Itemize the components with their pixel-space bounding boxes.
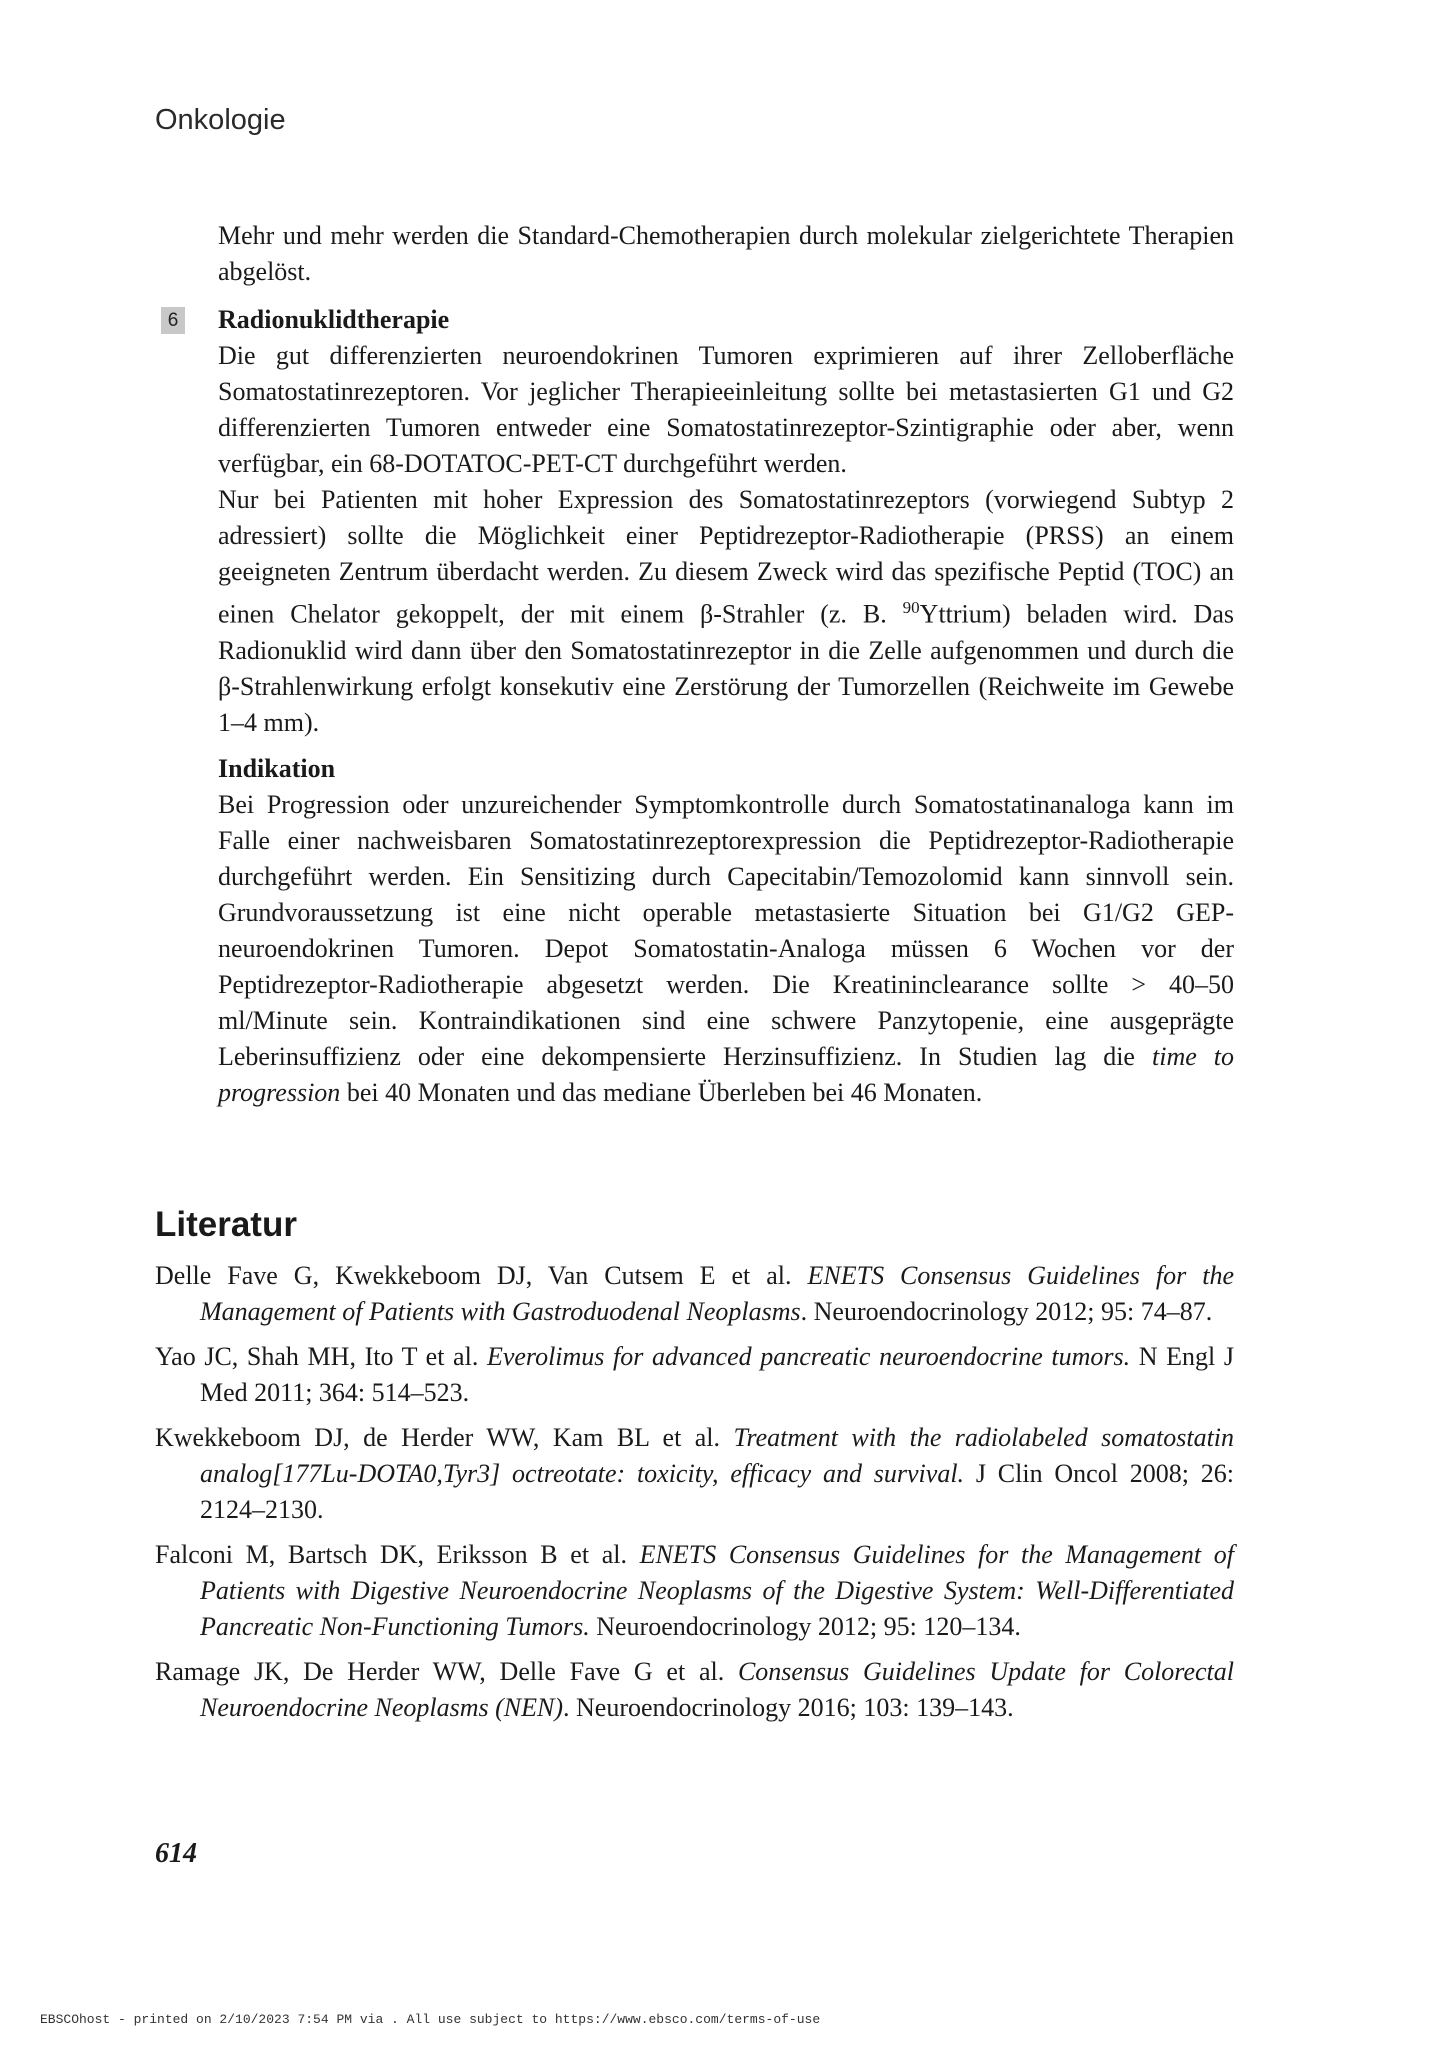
reference-authors: Kwekkeboom DJ, de Herder WW, Kam BL et al. <box>155 1423 734 1452</box>
reference-authors: Yao JC, Shah MH, Ito T et al. <box>155 1342 487 1371</box>
reference-item <box>155 1537 1234 1645</box>
reference-item <box>155 1654 1234 1726</box>
reference-title: Treatment with the radiolabeled somatostatin analog[177Lu-DOTA0,Tyr3] octreotate: toxicity, efficacy and survival. <box>200 1423 1235 1488</box>
reference-source: . Neuroendocrinology 2012; 95: 74–87. <box>800 1297 1213 1326</box>
reference-source: Neuroendocrinology 2012; 95: 120–134. <box>589 1612 1021 1641</box>
print-footer: EBSCOhost - printed on 2/10/2023 7:54 PM via . All use subject to https://www.ebsco.com/terms-of-use <box>40 2012 821 2027</box>
reference-item <box>155 1420 1234 1528</box>
reference-item <box>155 1339 1234 1411</box>
reference-authors: Delle Fave G, Kwekkeboom DJ, Van Cutsem E et al. <box>155 1261 808 1290</box>
reference-title: Everolimus for advanced pancreatic neuroendocrine tumors. <box>486 1342 1131 1371</box>
section-paragraph-3 <box>218 787 1234 1111</box>
reference-title: Consensus Guidelines Update for Colorectal Neuroendocrine Neoplasms (NEN) <box>200 1657 1234 1722</box>
reference-source: N Engl J Med 2011; 364: 514–523. <box>200 1342 1235 1407</box>
reference-source: . Neuroendocrinology 2016; 103: 139–143. <box>563 1693 1014 1722</box>
isotope-superscript: 90 <box>902 598 920 617</box>
paragraph-3-text-b: bei 40 Monaten und das mediane Überleben bei 46 Monaten. <box>340 1077 983 1107</box>
reference-title: ENETS Consensus Guidelines for the Management of Patients with Digestive Neuroendocrine Neoplasms of the Digestive System: Well-Differentiated Pancreatic Non-Functioning Tumors. <box>200 1540 1235 1641</box>
reference-source: J Clin Oncol 2008; 26: 2124–2130. <box>200 1459 1234 1524</box>
paragraph-3-emphasis: time to progression <box>218 1041 1234 1107</box>
literature-heading: Literatur <box>155 1205 297 1244</box>
intro-text: Mehr und mehr werden die Standard-Chemotherapien durch molekular zielgerichtete Therapien abgelöst. <box>218 221 1234 286</box>
reference-title: ENETS Consensus Guidelines for the Management of Patients with Gastroduodenal Neoplasms <box>200 1261 1234 1326</box>
subsection-heading: Indikation <box>218 753 336 783</box>
section-heading: Radionuklidtherapie <box>218 305 450 334</box>
reference-authors: Falconi M, Bartsch DK, Eriksson B et al. <box>155 1540 640 1569</box>
section-paragraph-1: Die gut differenzierten neuroendokrinen Tumoren exprimieren auf ihrer Zelloberfläche Somatostatinrezeptoren. Vor jeglicher Therapieeinleitung sollte bei metastasierten G1 und G2 differenzierten Tumoren entweder eine Somatostatinrezeptor-Szintigraphie oder aber, wenn verfügbar, ein 68-DOTATOC-PET-CT durchgeführt werden. <box>218 341 1234 478</box>
paragraph-2-text-a: Nur bei Patienten mit hoher Expression des Somatostatinrezeptors (vorwiegend Subtyp 2 adressiert) sollte die Möglichkeit einer Peptidrezeptor-Radiotherapie (PRSS) an einem geeigneten Zentrum überdacht werden. Zu diesem Zweck wird das spezifische Peptid (TOC) an einen Chelator gekoppelt, der mit einem β-Strahler (z. B. <box>218 485 1234 629</box>
reference-item <box>155 1258 1234 1330</box>
section-paragraph-2 <box>218 482 1234 741</box>
paragraph-3-text-a: Bei Progression oder unzureichender Symptomkontrolle durch Somatostatinanaloga kann im Falle einer nachweisbaren Somatostatinrezeptorexpression die Peptidrezeptor-Radiotherapie durchgeführt werden. Ein Sensitizing durch Capecitabin/Temozolomid kann sinnvoll sein. Grundvoraussetzung ist eine nicht operable metastasierte Situation bei G1/G2 GEP-neuroendokrinen Tumoren. Depot Somatostatin-Analoga müssen 6 Wochen vor der Peptidrezeptor-Radiotherapie abgesetzt werden. Die Kreatininclearance sollte > 40–50 ml/Minute sein. Kontraindikationen sind eine schwere Panzytopenie, eine ausgeprägte Leberinsuffizienz oder eine dekompensierte Herzinsuffizienz. In Studien lag die <box>218 789 1234 1071</box>
reference-authors: Ramage JK, De Herder WW, Delle Fave G et al. <box>155 1657 738 1686</box>
section-number-badge: 6 <box>161 307 185 334</box>
page-number: 614 <box>155 1838 197 1869</box>
running-head: Onkologie <box>155 104 286 136</box>
section-radionuklidtherapie <box>167 302 1234 1111</box>
paragraph-2-text-b: Yttrium) beladen wird. Das Radionuklid wird dann über den Somatostatinrezeptor in die Zelle aufgenommen und durch die β-Strahlenwirkung erfolgt konsekutiv eine Zerstörung der Tumorzellen (Reichweite im Gewebe 1–4 mm). <box>218 599 1234 737</box>
reference-list <box>155 1258 1234 1735</box>
intro-paragraph <box>218 218 1234 290</box>
